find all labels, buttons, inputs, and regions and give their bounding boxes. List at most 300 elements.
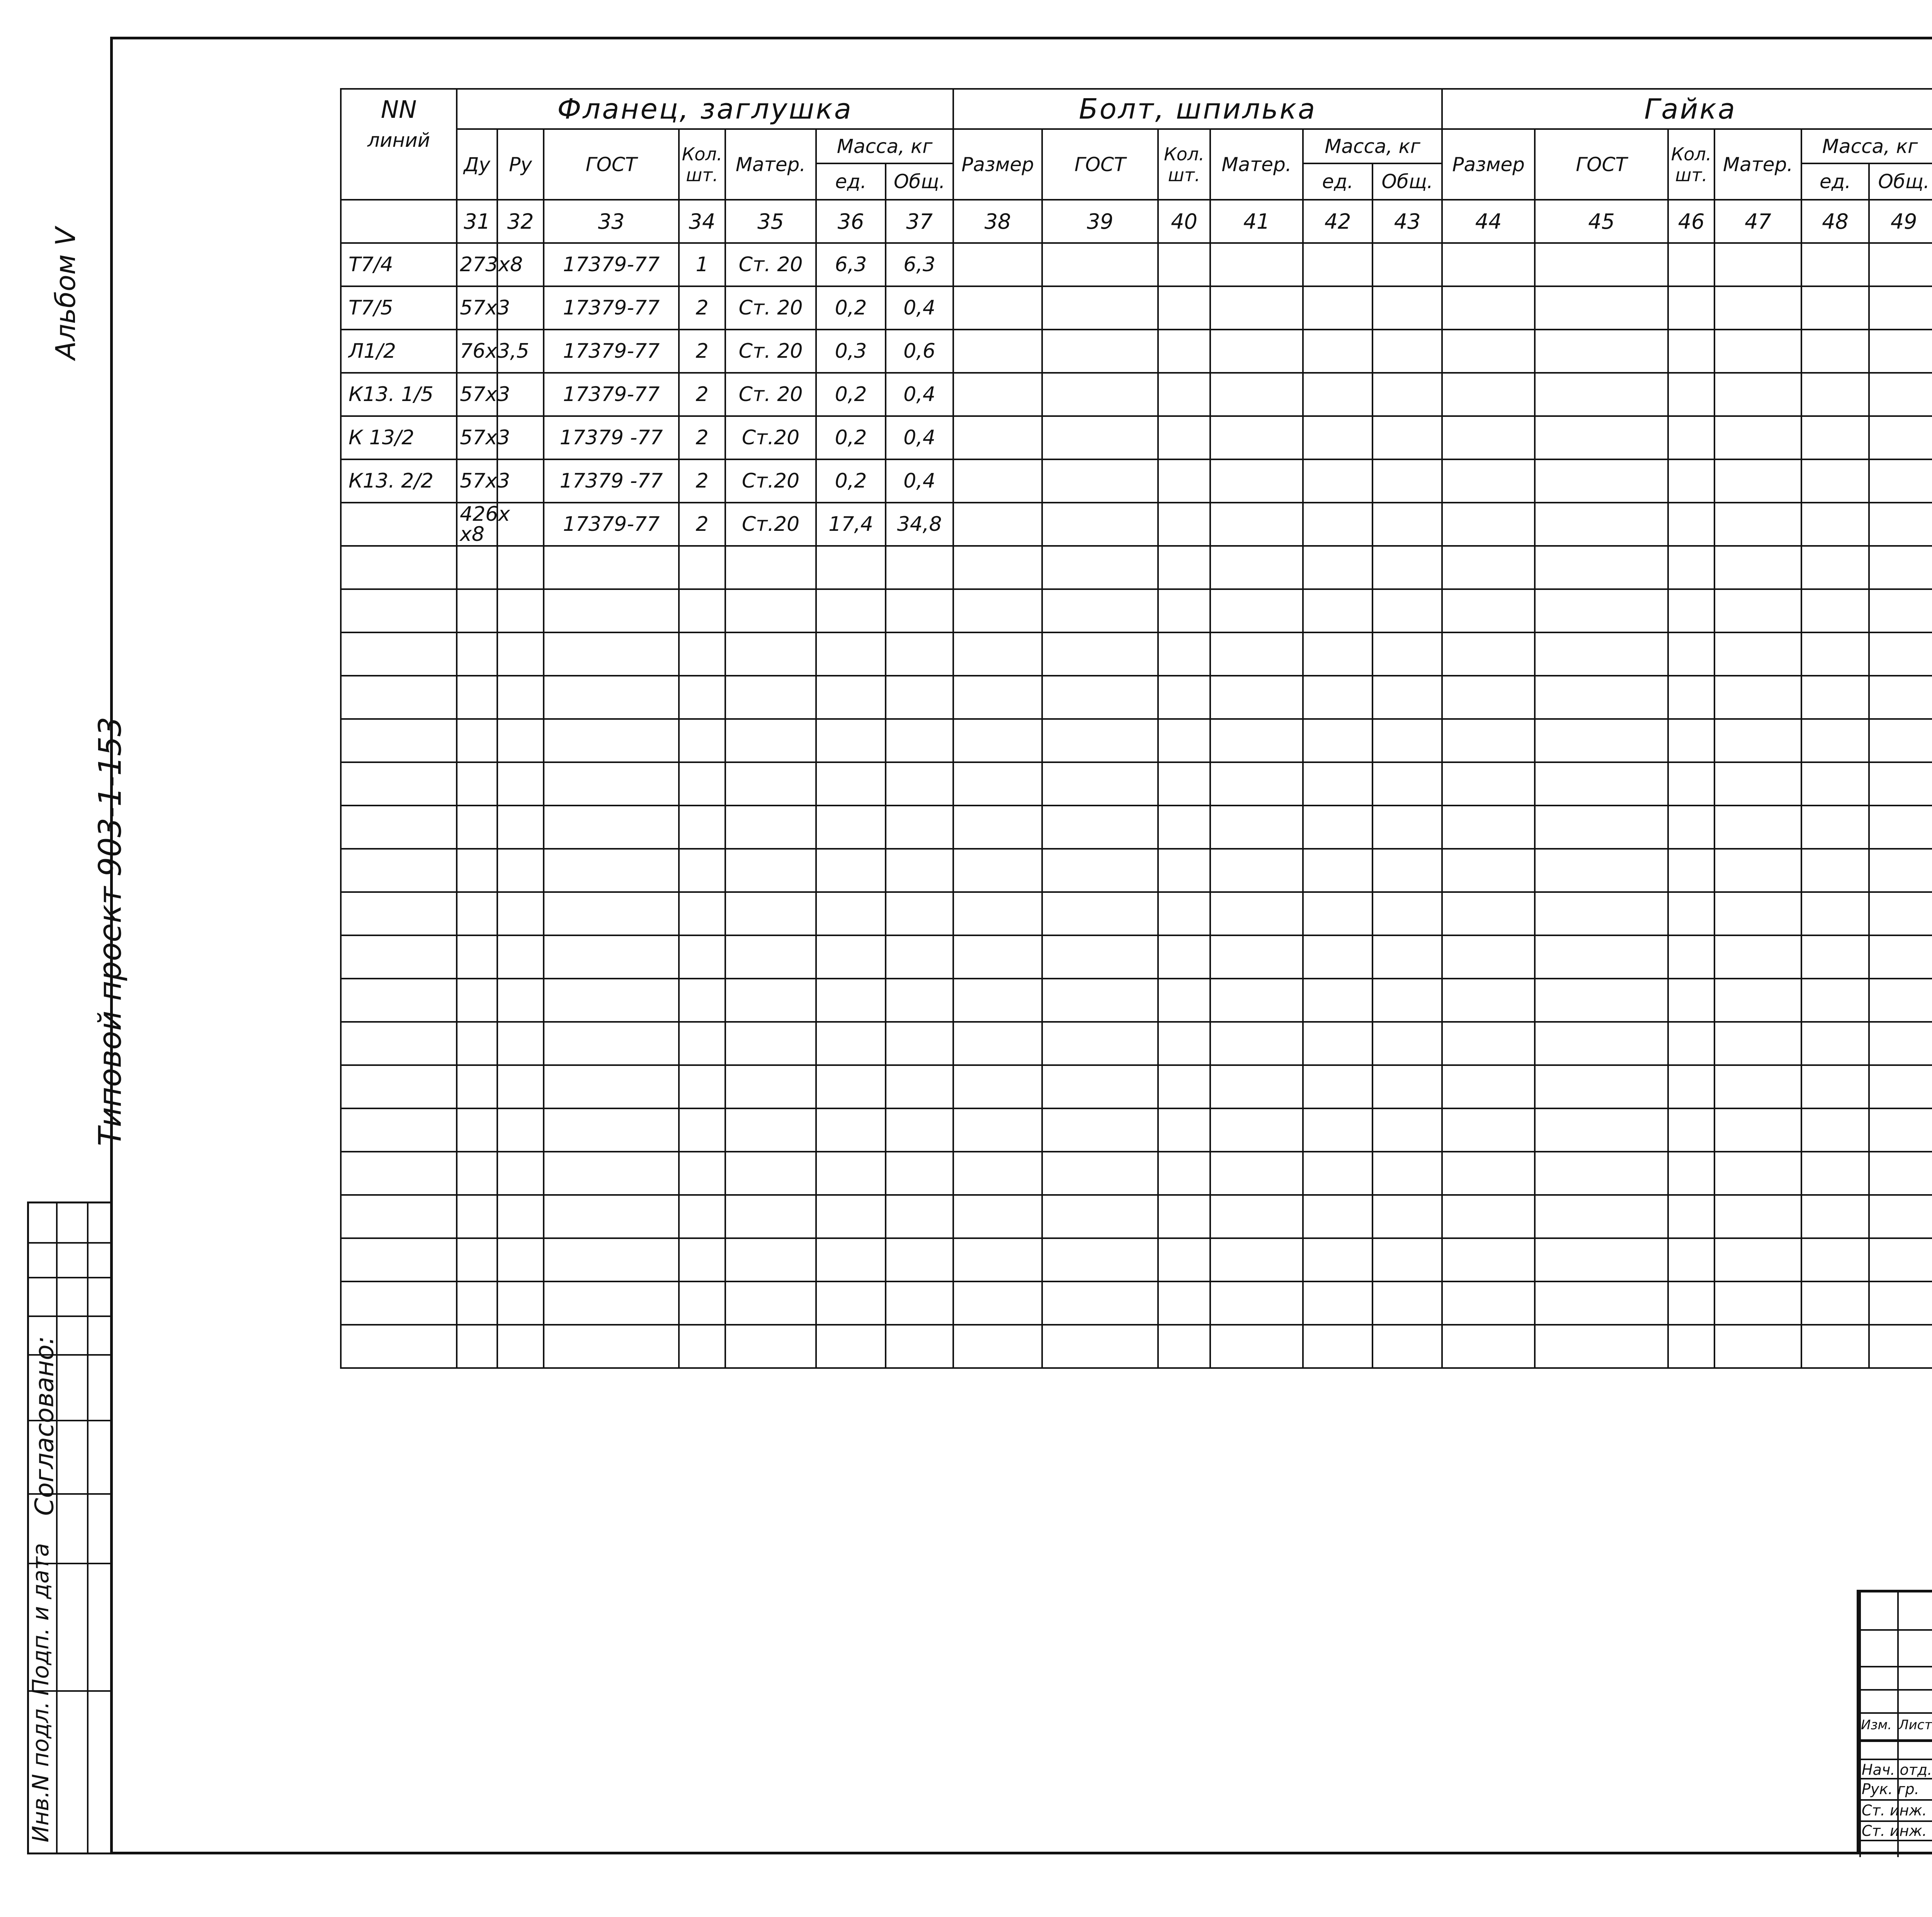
table-cell: [1801, 243, 1869, 286]
table-cell: [725, 892, 816, 935]
table-cell: [1801, 1281, 1869, 1325]
table-cell: [1042, 589, 1158, 632]
cell-material: Ст. 20: [725, 330, 816, 373]
table-cell: [1303, 1195, 1372, 1238]
table-cell: [725, 849, 816, 892]
table-cell: [725, 1281, 816, 1325]
table-cell: [341, 1152, 457, 1195]
table-cell: [886, 1065, 953, 1108]
table-cell: [457, 589, 497, 632]
table-row: [341, 1152, 1932, 1195]
header-bolt-qty: Кол. шт.: [1158, 129, 1210, 200]
header-flange-unit: ед.: [816, 163, 886, 200]
table-cell: [679, 892, 725, 935]
table-cell: [341, 589, 457, 632]
table-cell: [1714, 806, 1801, 849]
table-cell: [1158, 1108, 1210, 1152]
table-cell: [341, 1238, 457, 1281]
table-cell: [725, 1195, 816, 1238]
table-cell: [1801, 330, 1869, 373]
table-cell: [1535, 1238, 1668, 1281]
table-cell: [1668, 935, 1714, 979]
table-cell: [1714, 373, 1801, 416]
table-cell: [953, 1325, 1042, 1368]
header-bolt-mat: Матер.: [1210, 129, 1303, 200]
cell-gost: 17379 -77: [544, 459, 679, 503]
table-cell: [497, 935, 544, 979]
table-cell: [953, 373, 1042, 416]
cell-material: Ст. 20: [725, 373, 816, 416]
table-cell: [544, 1152, 679, 1195]
table-cell: [1714, 1065, 1801, 1108]
table-cell: [1210, 762, 1303, 806]
table-cell: [1042, 1195, 1158, 1238]
table-cell: [1668, 892, 1714, 935]
table-row: [341, 1195, 1932, 1238]
column-number: 49: [1869, 200, 1932, 243]
table-cell: [1869, 416, 1932, 459]
table-row: [341, 589, 1932, 632]
table-cell: [679, 676, 725, 719]
table-row: [341, 1108, 1932, 1152]
cell-mass-total: 34,8: [886, 503, 953, 546]
cell-gost: 17379-77: [544, 330, 679, 373]
column-number: 45: [1535, 200, 1668, 243]
table-cell: [725, 1108, 816, 1152]
cell-qty: 2: [679, 416, 725, 459]
table-cell: [544, 1281, 679, 1325]
table-cell: [1801, 1022, 1869, 1065]
table-row: [341, 719, 1932, 762]
cell-du: 426x x8: [457, 503, 497, 546]
table-cell: [457, 1325, 497, 1368]
table-cell: [1442, 286, 1535, 330]
table-cell: [1303, 762, 1372, 806]
table-cell: [1668, 416, 1714, 459]
table-cell: [1042, 503, 1158, 546]
cell-mass-total: 0,4: [886, 286, 953, 330]
table-cell: [886, 979, 953, 1022]
table-cell: [816, 546, 886, 589]
table-cell: [1442, 1065, 1535, 1108]
table-cell: [544, 892, 679, 935]
table-cell: [953, 632, 1042, 676]
table-cell: [1042, 330, 1158, 373]
table-cell: [341, 1195, 457, 1238]
table-cell: [1442, 330, 1535, 373]
table-cell: [1442, 546, 1535, 589]
table-cell: [679, 1022, 725, 1065]
table-cell: [1158, 330, 1210, 373]
table-cell: [1042, 1325, 1158, 1368]
table-cell: [1714, 676, 1801, 719]
table-cell: [1372, 806, 1442, 849]
table-cell: [1714, 1325, 1801, 1368]
table-cell: [1442, 459, 1535, 503]
column-number: 38: [953, 200, 1042, 243]
table-cell: [886, 1325, 953, 1368]
table-cell: [1714, 330, 1801, 373]
table-cell: [1042, 719, 1158, 762]
cell-mass-total: 0,4: [886, 416, 953, 459]
table-cell: [1535, 1325, 1668, 1368]
table-cell: [953, 935, 1042, 979]
table-row: [341, 1022, 1932, 1065]
table-cell: [1668, 459, 1714, 503]
table-row: [341, 762, 1932, 806]
table-cell: [1210, 1195, 1303, 1238]
table-cell: [1869, 1325, 1932, 1368]
column-number: 36: [816, 200, 886, 243]
cell-mass-total: 6,3: [886, 243, 953, 286]
table-cell: [1714, 1108, 1801, 1152]
table-cell: [1158, 935, 1210, 979]
table-cell: [1442, 935, 1535, 979]
table-cell: [953, 849, 1042, 892]
table-cell: [1210, 676, 1303, 719]
table-cell: [497, 892, 544, 935]
table-cell: [544, 806, 679, 849]
header-ru: Ру: [497, 129, 544, 200]
table-cell: [1801, 719, 1869, 762]
cell-gost: 17379-77: [544, 243, 679, 286]
table-cell: [341, 719, 457, 762]
table-cell: [1158, 1281, 1210, 1325]
table-cell: [1158, 806, 1210, 849]
table-cell: [457, 1281, 497, 1325]
table-cell: [457, 935, 497, 979]
table-cell: [1210, 503, 1303, 546]
table-cell: [1442, 676, 1535, 719]
table-cell: [544, 1108, 679, 1152]
table-cell: [1042, 1152, 1158, 1195]
table-cell: [544, 719, 679, 762]
table-cell: [1714, 632, 1801, 676]
table-cell: [1801, 416, 1869, 459]
table-cell: [1535, 935, 1668, 979]
table-cell: [816, 806, 886, 849]
cell-mass-total: 0,6: [886, 330, 953, 373]
header-flange-mass: Масса, кг: [816, 129, 953, 163]
table-cell: [1442, 373, 1535, 416]
table-cell: [457, 806, 497, 849]
table-cell: [1442, 979, 1535, 1022]
table-cell: [1801, 632, 1869, 676]
table-cell: [1210, 632, 1303, 676]
table-cell: [341, 546, 457, 589]
table-cell: [1442, 849, 1535, 892]
table-cell: [1303, 632, 1372, 676]
column-number: 48: [1801, 200, 1869, 243]
table-cell: [457, 1108, 497, 1152]
table-cell: [1535, 979, 1668, 1022]
table-cell: [1210, 373, 1303, 416]
table-cell: [953, 979, 1042, 1022]
cell-mass-total: 0,4: [886, 373, 953, 416]
table-cell: [1042, 1281, 1158, 1325]
table-cell: [1442, 1108, 1535, 1152]
cell-material: Ст. 20: [725, 243, 816, 286]
cell-mass-unit: 0,2: [816, 286, 886, 330]
table-cell: [341, 892, 457, 935]
table-cell: [1535, 806, 1668, 849]
table-row: [341, 459, 1932, 503]
table-cell: [953, 243, 1042, 286]
table-row: [341, 1065, 1932, 1108]
table-cell: [1869, 330, 1932, 373]
table-cell: [1158, 589, 1210, 632]
table-cell: [1801, 1152, 1869, 1195]
album-label: Альбом V: [50, 227, 82, 360]
cell-line: [341, 503, 457, 546]
table-cell: [953, 676, 1042, 719]
table-cell: [341, 762, 457, 806]
table-row: [341, 632, 1932, 676]
header-nut: Гайка: [1442, 89, 1932, 129]
table-cell: [1714, 979, 1801, 1022]
table-cell: [1535, 286, 1668, 330]
table-cell: [1372, 1281, 1442, 1325]
table-cell: [1801, 1065, 1869, 1108]
table-cell: [1869, 1152, 1932, 1195]
table-cell: [1210, 849, 1303, 892]
table-cell: [1210, 589, 1303, 632]
table-cell: [886, 1195, 953, 1238]
table-cell: [1303, 1108, 1372, 1152]
table-cell: [679, 849, 725, 892]
header-nut-total: Общ.: [1869, 163, 1932, 200]
table-cell: [1535, 330, 1668, 373]
title-block: [1857, 1590, 1932, 1854]
table-cell: [1535, 243, 1668, 286]
table-cell: [544, 632, 679, 676]
table-cell: [1801, 762, 1869, 806]
table-cell: [1303, 1238, 1372, 1281]
table-row: [341, 935, 1932, 979]
table-cell: [341, 935, 457, 979]
header-bolt-unit: ед.: [1303, 163, 1372, 200]
table-cell: [544, 1195, 679, 1238]
table-cell: [497, 1195, 544, 1238]
table-cell: [1801, 1195, 1869, 1238]
table-cell: [886, 935, 953, 979]
table-cell: [1372, 849, 1442, 892]
table-cell: [1042, 979, 1158, 1022]
column-number: 39: [1042, 200, 1158, 243]
table-cell: [816, 1281, 886, 1325]
cell-mass-unit: 0,2: [816, 416, 886, 459]
table-cell: [1042, 849, 1158, 892]
table-cell: [1372, 330, 1442, 373]
table-cell: [1668, 632, 1714, 676]
table-cell: [1668, 849, 1714, 892]
table-cell: [544, 1022, 679, 1065]
table-cell: [1801, 849, 1869, 892]
table-cell: [1210, 416, 1303, 459]
table-cell: [1535, 1195, 1668, 1238]
table-cell: [457, 762, 497, 806]
table-cell: [679, 935, 725, 979]
table-cell: [1714, 286, 1801, 330]
table-cell: [1668, 503, 1714, 546]
table-cell: [1210, 806, 1303, 849]
table-row: [341, 503, 1932, 546]
table-cell: [1668, 589, 1714, 632]
table-cell: [1210, 1065, 1303, 1108]
table-cell: [1442, 1152, 1535, 1195]
table-cell: [1042, 243, 1158, 286]
table-cell: [1801, 1325, 1869, 1368]
table-cell: [497, 632, 544, 676]
table-cell: [886, 1238, 953, 1281]
table-cell: [816, 1238, 886, 1281]
column-number: 34: [679, 200, 725, 243]
cell-du: 273x8: [457, 243, 497, 286]
table-cell: [1372, 1108, 1442, 1152]
table-cell: [1303, 243, 1372, 286]
column-number: 33: [544, 200, 679, 243]
table-cell: [1158, 1065, 1210, 1108]
table-cell: [1668, 1022, 1714, 1065]
header-lines2: линий: [341, 129, 457, 200]
table-cell: [1303, 935, 1372, 979]
cell-mass-unit: 0,2: [816, 459, 886, 503]
table-cell: [341, 1065, 457, 1108]
table-cell: [1158, 1195, 1210, 1238]
table-cell: [1372, 1325, 1442, 1368]
table-cell: [1535, 892, 1668, 935]
table-cell: [544, 1065, 679, 1108]
cell-line: Т7/5: [341, 286, 457, 330]
table-cell: [725, 632, 816, 676]
table-cell: [1801, 1238, 1869, 1281]
table-cell: [457, 632, 497, 676]
table-cell: [953, 503, 1042, 546]
table-cell: [1210, 286, 1303, 330]
table-cell: [1158, 416, 1210, 459]
table-cell: [544, 762, 679, 806]
cell-du: 57x3: [457, 373, 497, 416]
cell-qty: 1: [679, 243, 725, 286]
table-cell: [341, 676, 457, 719]
table-cell: [886, 762, 953, 806]
table-cell: [1535, 589, 1668, 632]
table-cell: [497, 979, 544, 1022]
column-number: 40: [1158, 200, 1210, 243]
table-cell: [1714, 1195, 1801, 1238]
table-cell: [1042, 892, 1158, 935]
table-cell: [1158, 503, 1210, 546]
column-number: 42: [1303, 200, 1372, 243]
table-cell: [1714, 849, 1801, 892]
table-cell: [953, 762, 1042, 806]
cell-material: Ст. 20: [725, 286, 816, 330]
table-cell: [1158, 849, 1210, 892]
header-lines: NN: [341, 89, 457, 129]
table-row: [341, 1281, 1932, 1325]
table-cell: [1801, 676, 1869, 719]
header-nut-mat: Матер.: [1714, 129, 1801, 200]
table-cell: [1158, 546, 1210, 589]
table-cell: [1372, 1195, 1442, 1238]
agreed-label: Согласовано:: [29, 1336, 60, 1516]
table-cell: [341, 806, 457, 849]
table-cell: [1303, 892, 1372, 935]
table-cell: [1869, 979, 1932, 1022]
table-cell: [679, 546, 725, 589]
table-cell: [1801, 979, 1869, 1022]
table-cell: [1714, 416, 1801, 459]
table-row: [341, 979, 1932, 1022]
column-number: 41: [1210, 200, 1303, 243]
table-cell: [1714, 892, 1801, 935]
table-cell: [1303, 806, 1372, 849]
table-cell: [1158, 373, 1210, 416]
table-cell: [886, 589, 953, 632]
table-cell: [1372, 979, 1442, 1022]
table-cell: [1372, 1022, 1442, 1065]
table-cell: [1668, 1238, 1714, 1281]
table-cell: [1042, 373, 1158, 416]
header-nut-size: Размер: [1442, 129, 1535, 200]
table-cell: [1535, 632, 1668, 676]
table-cell: [1372, 286, 1442, 330]
table-cell: [1042, 676, 1158, 719]
table-cell: [457, 719, 497, 762]
table-cell: [341, 632, 457, 676]
cell-du: 57x3: [457, 459, 497, 503]
table-cell: [1042, 935, 1158, 979]
table-cell: [1372, 459, 1442, 503]
table-row: [341, 546, 1932, 589]
cell-gost: 17379-77: [544, 286, 679, 330]
table-row: [341, 849, 1932, 892]
col-list-label: Лист: [1899, 1717, 1932, 1733]
table-cell: [1869, 546, 1932, 589]
table-cell: [341, 1022, 457, 1065]
table-cell: [497, 1065, 544, 1108]
table-cell: [1535, 1022, 1668, 1065]
table-cell: [1442, 806, 1535, 849]
table-cell: [1303, 330, 1372, 373]
cell-line: Л1/2: [341, 330, 457, 373]
table-cell: [1668, 1152, 1714, 1195]
table-cell: [816, 1325, 886, 1368]
table-cell: [1158, 1022, 1210, 1065]
table-cell: [1714, 1152, 1801, 1195]
column-number: 44: [1442, 200, 1535, 243]
table-cell: [1869, 892, 1932, 935]
table-cell: [497, 806, 544, 849]
table-cell: [1714, 546, 1801, 589]
table-cell: [1801, 459, 1869, 503]
table-cell: [1869, 719, 1932, 762]
table-cell: [1442, 243, 1535, 286]
table-cell: [1042, 1065, 1158, 1108]
table-cell: [1714, 1281, 1801, 1325]
table-cell: [457, 1022, 497, 1065]
table-cell: [1372, 676, 1442, 719]
table-cell: [1042, 806, 1158, 849]
cell-mass-total: 0,4: [886, 459, 953, 503]
table-cell: [725, 806, 816, 849]
cell-line: К 13/2: [341, 416, 457, 459]
table-cell: [725, 676, 816, 719]
table-cell: [725, 979, 816, 1022]
table-cell: [1210, 243, 1303, 286]
left-approval-stamp: [27, 1202, 112, 1854]
table-cell: [1303, 286, 1372, 330]
